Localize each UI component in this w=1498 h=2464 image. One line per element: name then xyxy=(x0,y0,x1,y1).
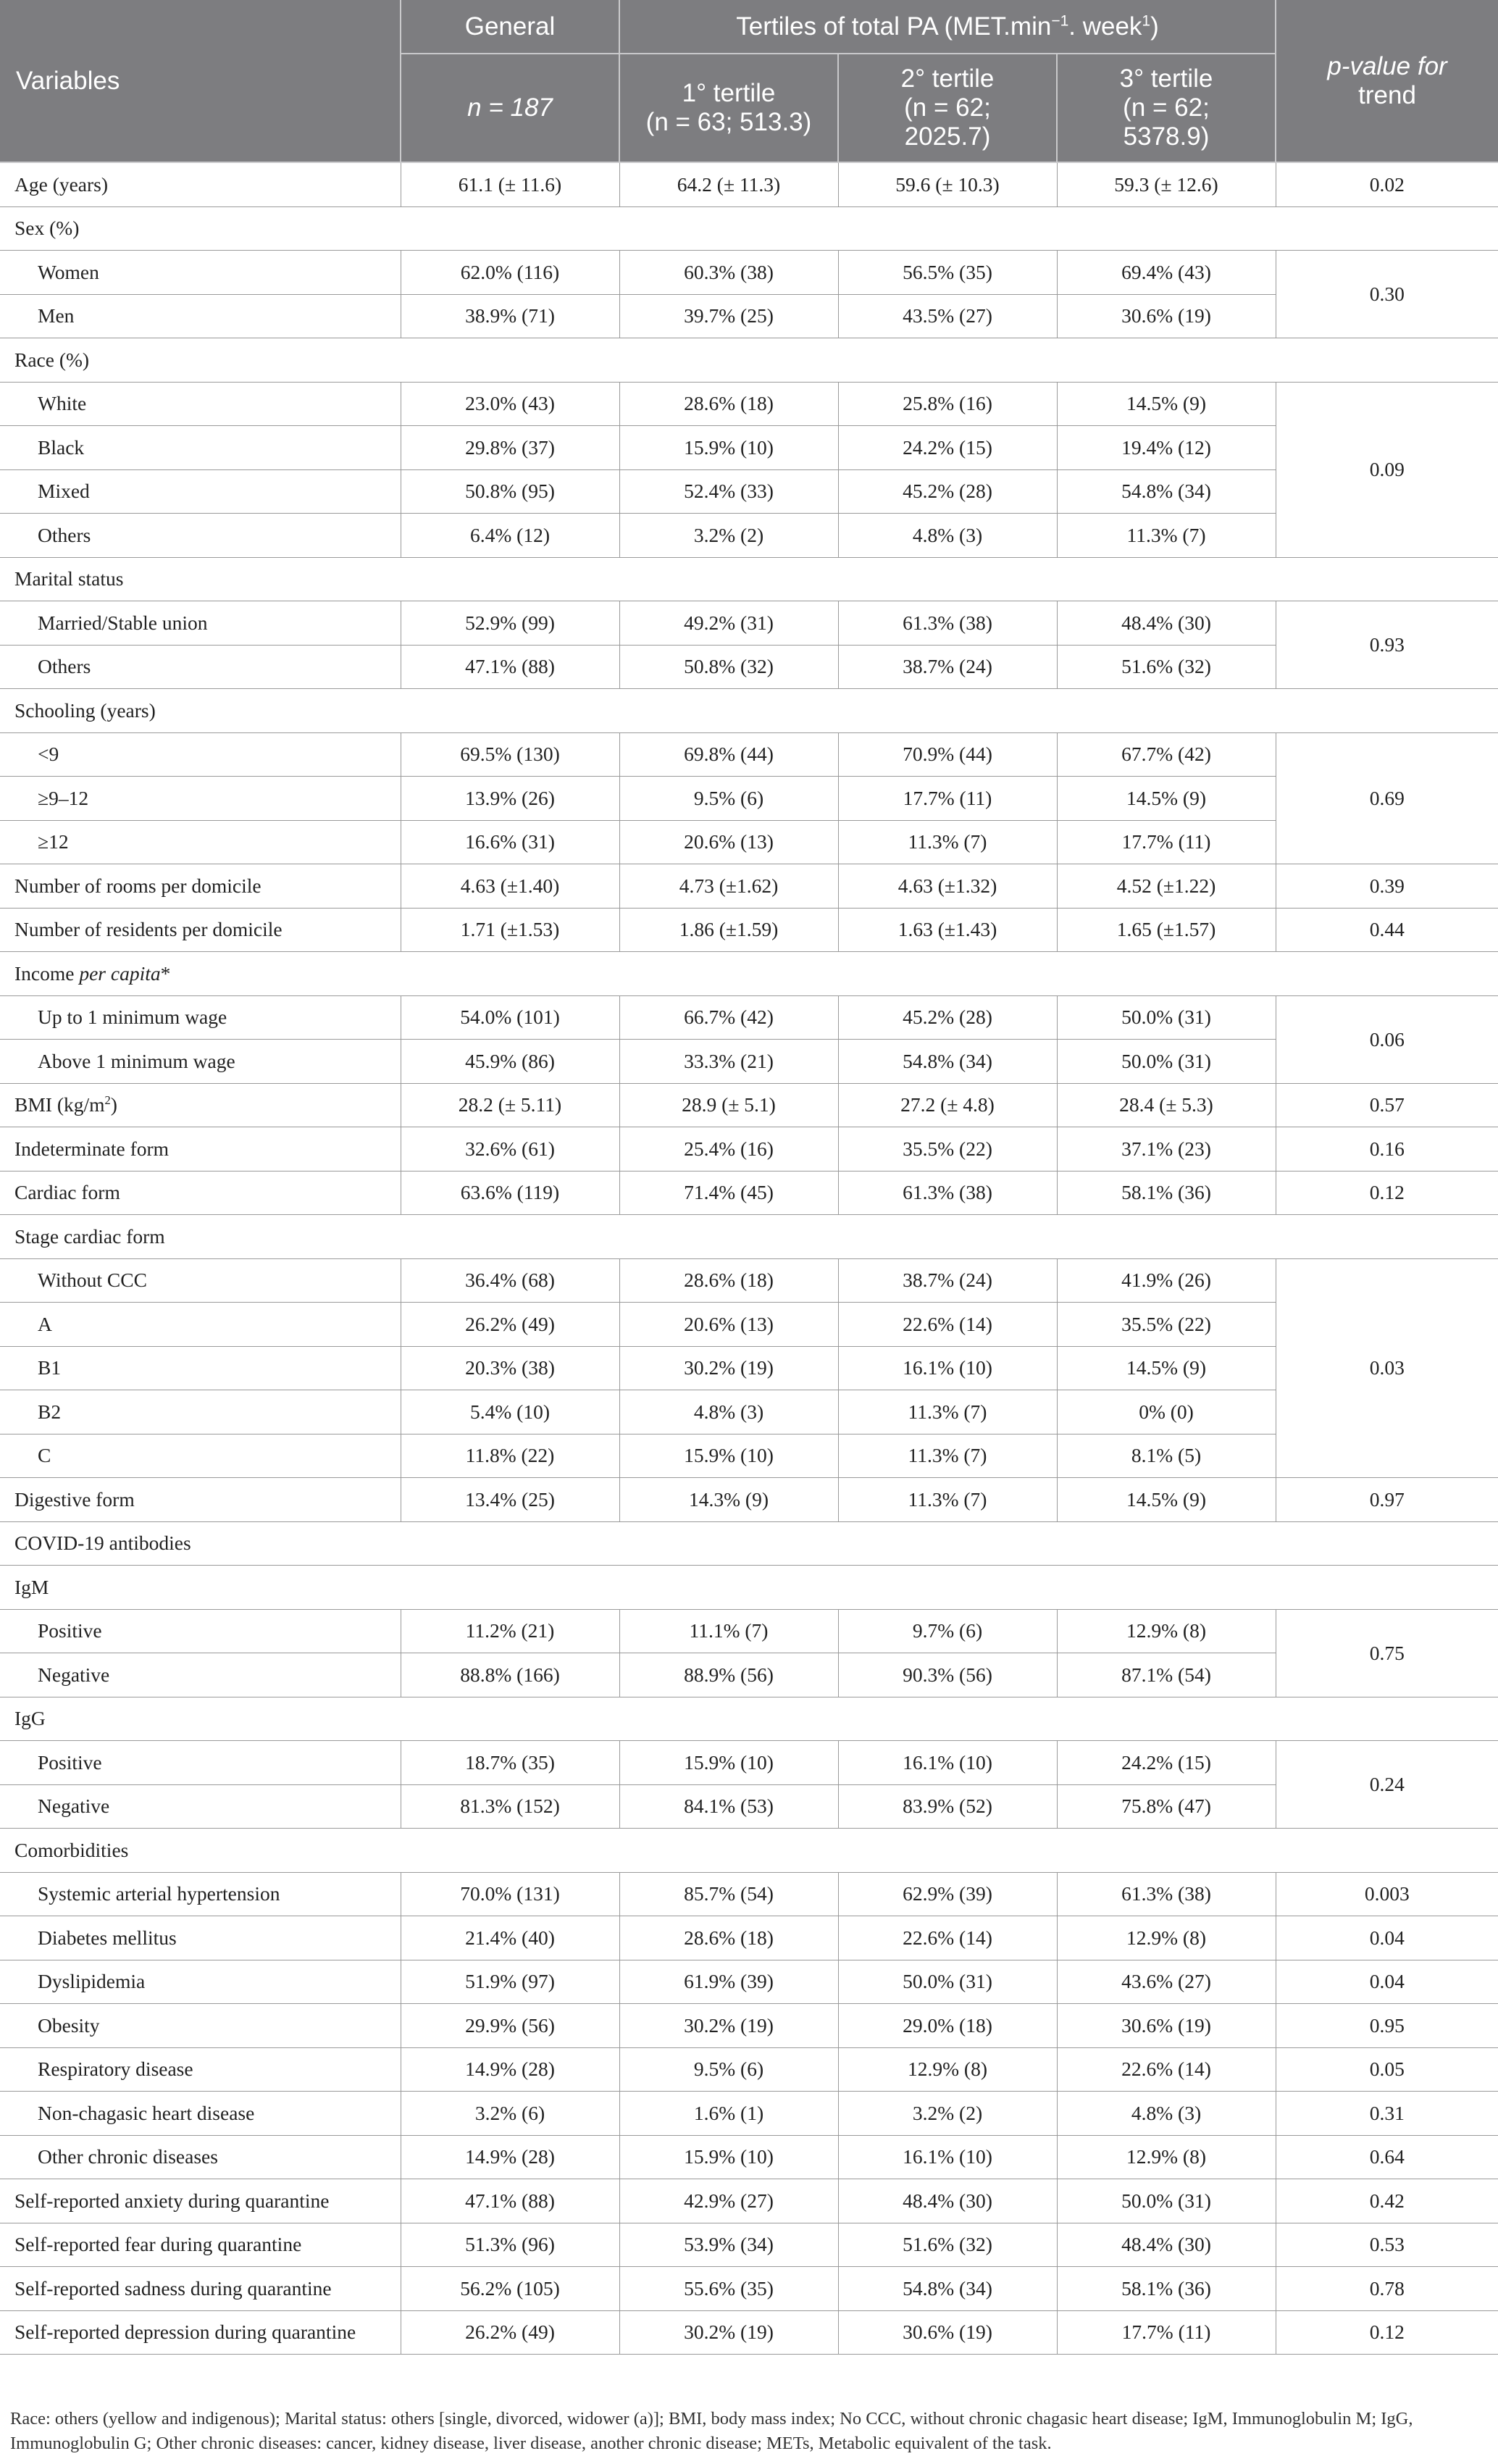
row-label: ≥12 xyxy=(0,820,401,864)
tertile-2-value-cell: 38.7% (24) xyxy=(838,645,1057,689)
row-label: B1 xyxy=(0,1346,401,1390)
tertile-3-value-cell: 58.1% (36) xyxy=(1057,2267,1276,2311)
tertile-1-value-cell: 25.4% (16) xyxy=(619,1127,838,1172)
tertile-1-value-cell: 15.9% (10) xyxy=(619,1741,838,1785)
general-value-cell: 28.2 (± 5.11) xyxy=(401,1083,619,1127)
tertile-2-value-cell: 62.9% (39) xyxy=(838,1872,1057,1916)
tertile-1-value-cell: 4.8% (3) xyxy=(619,1390,838,1434)
tertile-3-value-cell: 0% (0) xyxy=(1057,1390,1276,1434)
tertile-1-value-cell: 28.6% (18) xyxy=(619,382,838,426)
p-value-cell: 0.75 xyxy=(1276,1609,1498,1697)
tertile-2-value-cell: 38.7% (24) xyxy=(838,1258,1057,1303)
row-label: Self-reported anxiety during quarantine xyxy=(0,2179,401,2223)
row-label: Self-reported depression during quarantine xyxy=(0,2310,401,2355)
p-value-cell: 0.44 xyxy=(1276,908,1498,952)
tertile-2-value-cell: 70.9% (44) xyxy=(838,732,1057,777)
tertile-1-value-cell: 42.9% (27) xyxy=(619,2179,838,2223)
table-row xyxy=(0,1521,1498,1566)
tertile-1-value-cell: 15.9% (10) xyxy=(619,426,838,470)
tertile-3-value-cell: 12.9% (8) xyxy=(1057,1916,1276,1960)
row-label: Mixed xyxy=(0,469,401,514)
general-header: General xyxy=(401,0,619,54)
row-label: Cardiac form xyxy=(0,1171,401,1215)
general-value-cell: 47.1% (88) xyxy=(401,645,619,689)
row-label: Women xyxy=(0,251,401,295)
tertile-2-value-cell: 16.1% (10) xyxy=(838,1346,1057,1390)
tertile-3-value-cell: 14.5% (9) xyxy=(1057,777,1276,821)
tertile-3-value-cell: 8.1% (5) xyxy=(1057,1434,1276,1478)
tertile-2-value-cell: 59.6 (± 10.3) xyxy=(838,162,1057,206)
row-label: Race (%) xyxy=(0,338,1498,383)
table-row xyxy=(0,2092,1498,2136)
tertile-3-value-cell: 50.0% (31) xyxy=(1057,1040,1276,1084)
row-label: IgG xyxy=(0,1697,1498,1741)
table-row xyxy=(0,2179,1498,2223)
general-value-cell: 32.6% (61) xyxy=(401,1127,619,1172)
tertile-1-value-cell: 4.73 (±1.62) xyxy=(619,864,838,909)
table-row xyxy=(0,1566,1498,1610)
tertile-2-value-cell: 24.2% (15) xyxy=(838,426,1057,470)
tertile-2-value-cell: 83.9% (52) xyxy=(838,1784,1057,1829)
tertile-1-value-cell: 33.3% (21) xyxy=(619,1040,838,1084)
row-label: Self-reported sadness during quarantine xyxy=(0,2267,401,2311)
p-value-cell: 0.39 xyxy=(1276,864,1498,909)
general-value-cell: 5.4% (10) xyxy=(401,1390,619,1434)
row-label: BMI $(kg/m^2)$ xyxy=(0,1083,401,1127)
tertile-2-value-cell: 56.5% (35) xyxy=(838,251,1057,295)
tertile-3-value-cell: 17.7% (11) xyxy=(1057,820,1276,864)
tertile-3-value-cell: 61.3% (38) xyxy=(1057,1872,1276,1916)
tertile-1-value-cell: 30.2% (19) xyxy=(619,2004,838,2048)
table-row xyxy=(0,689,1498,733)
table-row xyxy=(0,732,1498,777)
general-value-cell: 56.2% (105) xyxy=(401,2267,619,2311)
p-value-cell: 0.16 xyxy=(1276,1127,1498,1172)
tertile-1-value-cell: 53.9% (34) xyxy=(619,2223,838,2267)
tertile-1-header: 1° tertile (n = 63; 513.3) xyxy=(619,54,838,162)
general-value-cell: 47.1% (88) xyxy=(401,2179,619,2223)
table-row xyxy=(0,1784,1498,1829)
row-label: Up to 1 minimum wage xyxy=(0,995,401,1040)
general-value-cell: 6.4% (12) xyxy=(401,514,619,558)
row-label: Dyslipidemia xyxy=(0,1960,401,2004)
p-value-cell: 0.02 xyxy=(1276,162,1498,206)
row-label: A xyxy=(0,1303,401,1347)
tertile-2-value-cell: 25.8% (16) xyxy=(838,382,1057,426)
row-label: Black xyxy=(0,426,401,470)
table-row xyxy=(0,952,1498,996)
tertile-1-value-cell: 39.7% (25) xyxy=(619,294,838,338)
row-label: Self-reported fear during quarantine xyxy=(0,2223,401,2267)
tertile-1-value-cell: 9.5% (6) xyxy=(619,777,838,821)
p-value-cell: 0.04 xyxy=(1276,1960,1498,2004)
p-value-cell: 0.05 xyxy=(1276,2047,1498,2092)
p-value-cell: 0.93 xyxy=(1276,601,1498,689)
table-row xyxy=(0,2223,1498,2267)
tertile-1-value-cell: 15.9% (10) xyxy=(619,1434,838,1478)
p-value-cell: 0.03 xyxy=(1276,1258,1498,1478)
table-row xyxy=(0,1303,1498,1347)
row-label: Above 1 minimum wage xyxy=(0,1040,401,1084)
row-label: Systemic arterial hypertension xyxy=(0,1872,401,1916)
general-value-cell: 54.0% (101) xyxy=(401,995,619,1040)
tertile-1-value-cell: 61.9% (39) xyxy=(619,1960,838,2004)
tertile-1-value-cell: 3.2% (2) xyxy=(619,514,838,558)
tertile-3-value-cell: 11.3% (7) xyxy=(1057,514,1276,558)
tertile-3-value-cell: 30.6% (19) xyxy=(1057,2004,1276,2048)
tertile-1-value-cell: 9.5% (6) xyxy=(619,2047,838,2092)
tertile-3-value-cell: 12.9% (8) xyxy=(1057,2135,1276,2179)
p-value-cell: 0.97 xyxy=(1276,1478,1498,1522)
table-row xyxy=(0,426,1498,470)
pvalue-header: p-value for trend xyxy=(1276,0,1498,162)
table-row xyxy=(0,514,1498,558)
tertile-2-value-cell: 9.7% (6) xyxy=(838,1609,1057,1653)
tertile-3-header: 3° tertile (n = 62; 5378.9) xyxy=(1057,54,1276,162)
table-row xyxy=(0,1434,1498,1478)
tertile-2-value-cell: 48.4% (30) xyxy=(838,2179,1057,2223)
tertile-3-value-cell: 30.6% (19) xyxy=(1057,294,1276,338)
general-value-cell: 4.63 (±1.40) xyxy=(401,864,619,909)
general-value-cell: 29.8% (37) xyxy=(401,426,619,470)
tertile-2-value-cell: 29.0% (18) xyxy=(838,2004,1057,2048)
row-label: Indeterminate form xyxy=(0,1127,401,1172)
tertile-2-header: 2° tertile (n = 62; 2025.7) xyxy=(838,54,1057,162)
table-row xyxy=(0,645,1498,689)
tertile-1-value-cell: 69.8% (44) xyxy=(619,732,838,777)
general-value-cell: 61.1 (± 11.6) xyxy=(401,162,619,206)
general-value-cell: 36.4% (68) xyxy=(401,1258,619,1303)
general-value-cell: 88.8% (166) xyxy=(401,1653,619,1697)
tertile-2-value-cell: 54.8% (34) xyxy=(838,2267,1057,2311)
tertile-1-value-cell: 28.9 (± 5.1) xyxy=(619,1083,838,1127)
row-label: Number of residents per domicile xyxy=(0,908,401,952)
tertile-3-value-cell: 50.0% (31) xyxy=(1057,2179,1276,2223)
general-value-cell: 11.2% (21) xyxy=(401,1609,619,1653)
tertile-3-value-cell: 19.4% (12) xyxy=(1057,426,1276,470)
general-value-cell: 26.2% (49) xyxy=(401,1303,619,1347)
tertile-2-value-cell: 17.7% (11) xyxy=(838,777,1057,821)
tertile-1-value-cell: 49.2% (31) xyxy=(619,601,838,646)
table-row xyxy=(0,469,1498,514)
tertile-3-value-cell: 37.1% (23) xyxy=(1057,1127,1276,1172)
general-value-cell: 81.3% (152) xyxy=(401,1784,619,1829)
tertile-1-value-cell: 30.2% (19) xyxy=(619,2310,838,2355)
tertile-1-value-cell: 30.2% (19) xyxy=(619,1346,838,1390)
general-value-cell: 38.9% (71) xyxy=(401,294,619,338)
table-row xyxy=(0,1697,1498,1741)
row-label: B2 xyxy=(0,1390,401,1434)
tertile-1-value-cell: 20.6% (13) xyxy=(619,820,838,864)
tertile-2-value-cell: 35.5% (22) xyxy=(838,1127,1057,1172)
tertile-2-value-cell: 54.8% (34) xyxy=(838,1040,1057,1084)
tertile-1-value-cell: 55.6% (35) xyxy=(619,2267,838,2311)
tertiles-header: Tertiles of total PA ($MET.\min^{-1}$. week$^1$) xyxy=(619,0,1276,54)
tertile-2-value-cell: 12.9% (8) xyxy=(838,2047,1057,2092)
table-row xyxy=(0,1215,1498,1259)
p-value-cell: 0.69 xyxy=(1276,732,1498,864)
p-value-cell: 0.06 xyxy=(1276,995,1498,1083)
row-label: Other chronic diseases xyxy=(0,2135,401,2179)
tertile-2-value-cell: 4.8% (3) xyxy=(838,514,1057,558)
p-value-cell: 0.04 xyxy=(1276,1916,1498,1960)
general-value-cell: 11.8% (22) xyxy=(401,1434,619,1478)
tertile-1-value-cell: 60.3% (38) xyxy=(619,251,838,295)
tertile-3-value-cell: 48.4% (30) xyxy=(1057,601,1276,646)
table-row xyxy=(0,777,1498,821)
row-label: Digestive form xyxy=(0,1478,401,1522)
tertile-1-value-cell: 85.7% (54) xyxy=(619,1872,838,1916)
p-value-cell: 0.12 xyxy=(1276,2310,1498,2355)
table-row xyxy=(0,1258,1498,1303)
tertile-1-value-cell: 11.1% (7) xyxy=(619,1609,838,1653)
table-row xyxy=(0,1916,1498,1960)
general-value-cell: 26.2% (49) xyxy=(401,2310,619,2355)
row-label: Negative xyxy=(0,1653,401,1697)
tertile-1-value-cell: 28.6% (18) xyxy=(619,1916,838,1960)
table-row xyxy=(0,908,1498,952)
tertile-2-value-cell: 90.3% (56) xyxy=(838,1653,1057,1697)
row-label: Men xyxy=(0,294,401,338)
general-value-cell: 14.9% (28) xyxy=(401,2047,619,2092)
table-row xyxy=(0,2004,1498,2048)
tertile-3-value-cell: 69.4% (43) xyxy=(1057,251,1276,295)
p-value-cell: 0.57 xyxy=(1276,1083,1498,1127)
table-row xyxy=(0,601,1498,646)
p-value-cell: 0.24 xyxy=(1276,1741,1498,1829)
row-label: COVID-19 antibodies xyxy=(0,1521,1498,1566)
tertile-3-value-cell: 1.65 (±1.57) xyxy=(1057,908,1276,952)
tertile-2-value-cell: 43.5% (27) xyxy=(838,294,1057,338)
general-value-cell: 1.71 (±1.53) xyxy=(401,908,619,952)
table-row xyxy=(0,820,1498,864)
tertile-2-value-cell: 4.63 (±1.32) xyxy=(838,864,1057,909)
table-row xyxy=(0,864,1498,909)
table-row xyxy=(0,294,1498,338)
table-row xyxy=(0,1653,1498,1697)
tertile-2-value-cell: 50.0% (31) xyxy=(838,1960,1057,2004)
tertile-2-value-cell: 3.2% (2) xyxy=(838,2092,1057,2136)
table-row xyxy=(0,1741,1498,1785)
p-value-cell: 0.42 xyxy=(1276,2179,1498,2223)
table-row xyxy=(0,2135,1498,2179)
tertile-2-value-cell: 45.2% (28) xyxy=(838,469,1057,514)
tertile-2-value-cell: 30.6% (19) xyxy=(838,2310,1057,2355)
p-value-cell: 0.31 xyxy=(1276,2092,1498,2136)
table-row xyxy=(0,1829,1498,1873)
p-value-cell: 0.53 xyxy=(1276,2223,1498,2267)
general-value-cell: 63.6% (119) xyxy=(401,1171,619,1215)
tertile-2-value-cell: 11.3% (7) xyxy=(838,1390,1057,1434)
table-row xyxy=(0,1478,1498,1522)
tertile-1-value-cell: 52.4% (33) xyxy=(619,469,838,514)
general-value-cell: 70.0% (131) xyxy=(401,1872,619,1916)
tertile-1-value-cell: 15.9% (10) xyxy=(619,2135,838,2179)
tertile-2-value-cell: 16.1% (10) xyxy=(838,1741,1057,1785)
general-value-cell: 21.4% (40) xyxy=(401,1916,619,1960)
row-label: Others xyxy=(0,645,401,689)
table-row xyxy=(0,1083,1498,1127)
row-label: C xyxy=(0,1434,401,1478)
tertile-3-value-cell: 4.52 (±1.22) xyxy=(1057,864,1276,909)
general-value-cell: 45.9% (86) xyxy=(401,1040,619,1084)
table-row xyxy=(0,995,1498,1040)
general-value-cell: 18.7% (35) xyxy=(401,1741,619,1785)
table-row xyxy=(0,162,1498,206)
row-label: Number of rooms per domicile xyxy=(0,864,401,909)
general-value-cell: 51.9% (97) xyxy=(401,1960,619,2004)
tertile-3-value-cell: 35.5% (22) xyxy=(1057,1303,1276,1347)
row-label: IgM xyxy=(0,1566,1498,1610)
p-value-cell: 0.003 xyxy=(1276,1872,1498,1916)
table-header xyxy=(0,0,1498,162)
general-value-cell: 20.3% (38) xyxy=(401,1346,619,1390)
table-row xyxy=(0,251,1498,295)
tertile-1-value-cell: 14.3% (9) xyxy=(619,1478,838,1522)
row-label: Married/Stable union xyxy=(0,601,401,646)
general-value-cell: 14.9% (28) xyxy=(401,2135,619,2179)
general-value-cell: 52.9% (99) xyxy=(401,601,619,646)
table-row xyxy=(0,382,1498,426)
general-n-header: n = 187 xyxy=(401,54,619,162)
table-row xyxy=(0,2267,1498,2311)
general-value-cell: 23.0% (43) xyxy=(401,382,619,426)
general-value-cell: 62.0% (116) xyxy=(401,251,619,295)
table-row xyxy=(0,1390,1498,1434)
table-row xyxy=(0,1171,1498,1215)
tertile-3-value-cell: 51.6% (32) xyxy=(1057,645,1276,689)
table-body xyxy=(0,162,1498,2355)
tertile-3-value-cell: 67.7% (42) xyxy=(1057,732,1276,777)
table-row xyxy=(0,1872,1498,1916)
row-label: Negative xyxy=(0,1784,401,1829)
table-footnote: Race: others (yellow and indigenous); Marital status: others [single, divorced, widower (a)]; BMI, body mass index; No CCC, without chronic chagasic heart disease; IgM, Immunoglobulin M; IgG, Immunoglobulin G; Other chronic diseases: cancer, kidney disease, liver disease, another chronic disease; METs, Metabolic equivalent of the task. xyxy=(10,2409,1413,2453)
general-value-cell: 3.2% (6) xyxy=(401,2092,619,2136)
table-row xyxy=(0,2047,1498,2092)
variables-header: Variables xyxy=(0,0,401,162)
row-label: Comorbidities xyxy=(0,1829,1498,1873)
row-label: Stage cardiac form xyxy=(0,1215,1498,1259)
tertile-1-value-cell: 71.4% (45) xyxy=(619,1171,838,1215)
tertile-3-value-cell: 14.5% (9) xyxy=(1057,1346,1276,1390)
p-value-cell: 0.64 xyxy=(1276,2135,1498,2179)
tertile-3-value-cell: 43.6% (27) xyxy=(1057,1960,1276,2004)
row-label: Without CCC xyxy=(0,1258,401,1303)
table-row xyxy=(0,1609,1498,1653)
tertile-3-value-cell: 41.9% (26) xyxy=(1057,1258,1276,1303)
row-label: White xyxy=(0,382,401,426)
tertile-2-value-cell: 45.2% (28) xyxy=(838,995,1057,1040)
table-row xyxy=(0,1040,1498,1084)
row-label: Positive xyxy=(0,1741,401,1785)
tertile-3-value-cell: 59.3 (± 12.6) xyxy=(1057,162,1276,206)
row-label: ≥9–12 xyxy=(0,777,401,821)
table-row xyxy=(0,338,1498,383)
tertile-2-value-cell: 11.3% (7) xyxy=(838,820,1057,864)
tertile-1-value-cell: 50.8% (32) xyxy=(619,645,838,689)
row-label: Diabetes mellitus xyxy=(0,1916,401,1960)
tertile-2-value-cell: 11.3% (7) xyxy=(838,1434,1057,1478)
tertile-2-value-cell: 16.1% (10) xyxy=(838,2135,1057,2179)
general-value-cell: 51.3% (96) xyxy=(401,2223,619,2267)
tertile-3-value-cell: 22.6% (14) xyxy=(1057,2047,1276,2092)
table-row xyxy=(0,1127,1498,1172)
tertile-3-value-cell: 87.1% (54) xyxy=(1057,1653,1276,1697)
row-label: Respiratory disease xyxy=(0,2047,401,2092)
p-value-cell: 0.78 xyxy=(1276,2267,1498,2311)
tertile-1-value-cell: 1.6% (1) xyxy=(619,2092,838,2136)
table-row xyxy=(0,2310,1498,2355)
tertile-1-value-cell: 88.9% (56) xyxy=(619,1653,838,1697)
tertile-2-value-cell: 61.3% (38) xyxy=(838,1171,1057,1215)
tertile-2-value-cell: 1.63 (±1.43) xyxy=(838,908,1057,952)
tertile-3-value-cell: 4.8% (3) xyxy=(1057,2092,1276,2136)
tertile-2-value-cell: 11.3% (7) xyxy=(838,1478,1057,1522)
tertile-1-value-cell: 20.6% (13) xyxy=(619,1303,838,1347)
row-label: <9 xyxy=(0,732,401,777)
p-value-cell: 0.09 xyxy=(1276,382,1498,557)
tertile-1-value-cell: 28.6% (18) xyxy=(619,1258,838,1303)
table-row xyxy=(0,1346,1498,1390)
tertile-3-value-cell: 12.9% (8) xyxy=(1057,1609,1276,1653)
general-value-cell: 50.8% (95) xyxy=(401,469,619,514)
tertile-1-value-cell: 84.1% (53) xyxy=(619,1784,838,1829)
general-value-cell: 13.4% (25) xyxy=(401,1478,619,1522)
tertile-3-value-cell: 14.5% (9) xyxy=(1057,382,1276,426)
tertile-3-value-cell: 75.8% (47) xyxy=(1057,1784,1276,1829)
tertile-2-value-cell: 51.6% (32) xyxy=(838,2223,1057,2267)
row-label: Sex (%) xyxy=(0,206,1498,251)
row-label: Non-chagasic heart disease xyxy=(0,2092,401,2136)
tertile-3-value-cell: 50.0% (31) xyxy=(1057,995,1276,1040)
p-value-cell: 0.30 xyxy=(1276,251,1498,338)
p-value-cell: 0.95 xyxy=(1276,2004,1498,2048)
tertile-2-value-cell: 22.6% (14) xyxy=(838,1916,1057,1960)
row-label: Others xyxy=(0,514,401,558)
tertile-2-value-cell: 22.6% (14) xyxy=(838,1303,1057,1347)
row-label: Schooling (years) xyxy=(0,689,1498,733)
table-row xyxy=(0,1960,1498,2004)
row-label: Positive xyxy=(0,1609,401,1653)
tertile-2-value-cell: 27.2 (± 4.8) xyxy=(838,1083,1057,1127)
table-row xyxy=(0,206,1498,251)
tertile-3-value-cell: 28.4 (± 5.3) xyxy=(1057,1083,1276,1127)
tertile-3-value-cell: 24.2% (15) xyxy=(1057,1741,1276,1785)
tertile-3-value-cell: 48.4% (30) xyxy=(1057,2223,1276,2267)
tertile-3-value-cell: 14.5% (9) xyxy=(1057,1478,1276,1522)
table-row xyxy=(0,557,1498,601)
p-value-cell: 0.12 xyxy=(1276,1171,1498,1215)
general-value-cell: 69.5% (130) xyxy=(401,732,619,777)
general-value-cell: 13.9% (26) xyxy=(401,777,619,821)
general-value-cell: 29.9% (56) xyxy=(401,2004,619,2048)
row-label: Age (years) xyxy=(0,162,401,206)
tertile-3-value-cell: 17.7% (11) xyxy=(1057,2310,1276,2355)
tertile-1-value-cell: 64.2 (± 11.3) xyxy=(619,162,838,206)
tertile-2-value-cell: 61.3% (38) xyxy=(838,601,1057,646)
tertile-1-value-cell: 66.7% (42) xyxy=(619,995,838,1040)
general-value-cell: 16.6% (31) xyxy=(401,820,619,864)
tertile-3-value-cell: 54.8% (34) xyxy=(1057,469,1276,514)
row-label: Obesity xyxy=(0,2004,401,2048)
tertile-3-value-cell: 58.1% (36) xyxy=(1057,1171,1276,1215)
tertile-1-value-cell: 1.86 (±1.59) xyxy=(619,908,838,952)
row-label: Marital status xyxy=(0,557,1498,601)
row-label: Income per capita* xyxy=(0,952,1498,996)
